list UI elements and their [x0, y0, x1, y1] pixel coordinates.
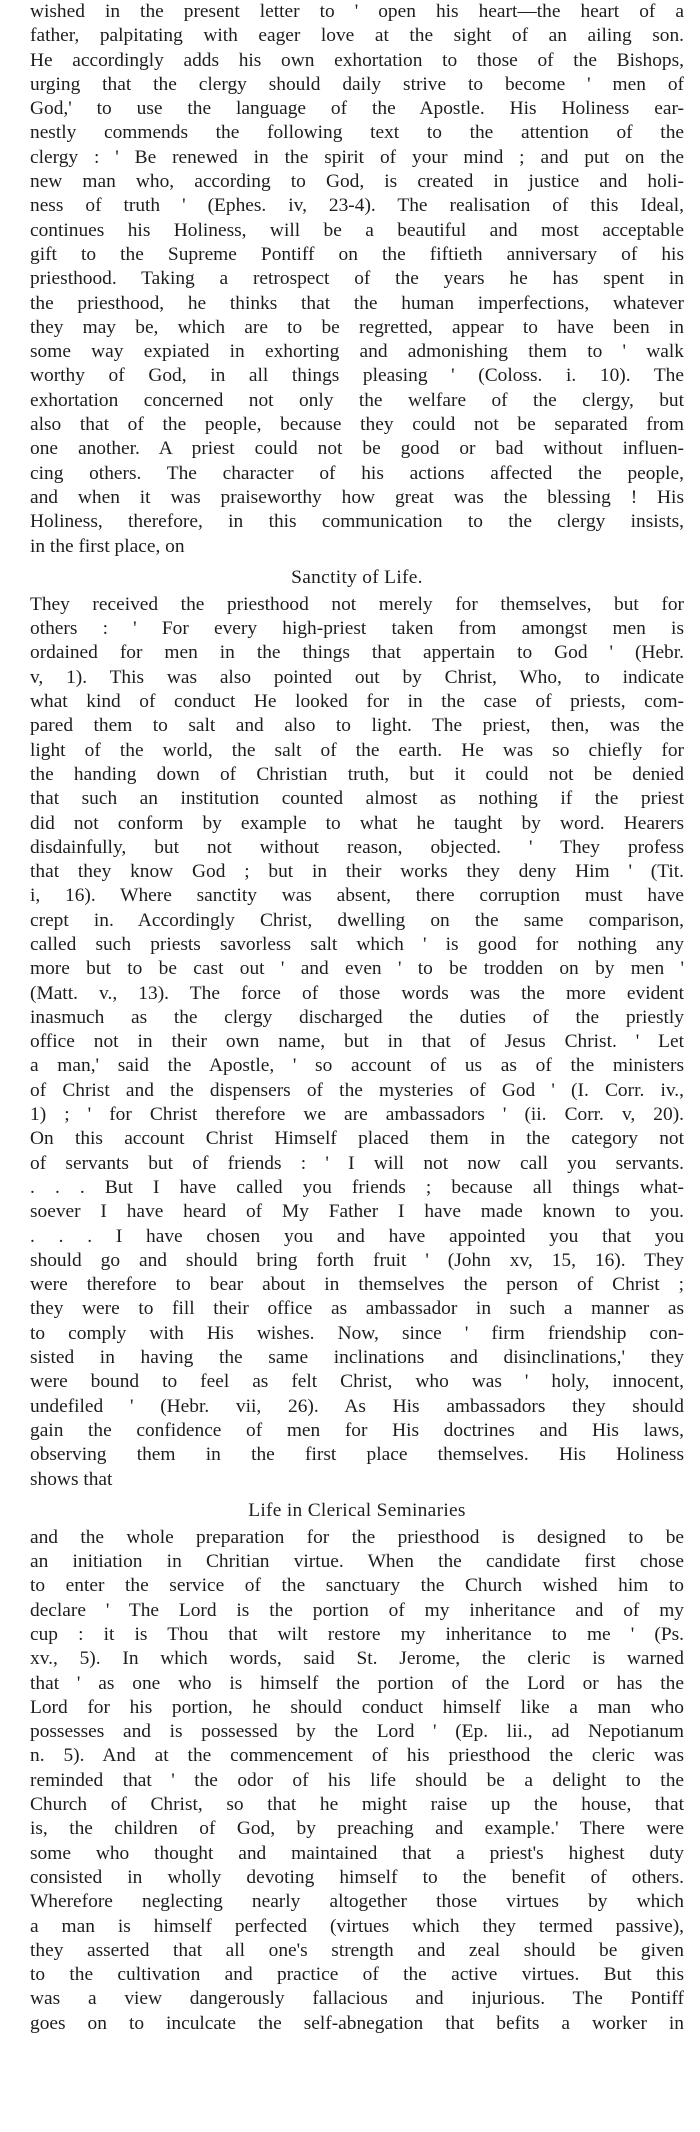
- text-line: was a view dangerously fallacious and injurious. The Pontiff: [30, 1988, 684, 2010]
- document-page: [30, 0, 684, 2036]
- text-line: should go and should bring forth fruit ' (John xv, 15, 16). They: [30, 1249, 684, 1271]
- text-line: of Christ and the dispensers of the mysteries of God ' (I. Corr. iv.,: [30, 1079, 684, 1101]
- text-line: to enter the service of the sanctuary the Church wished him to: [30, 1575, 684, 1597]
- text-line: exhortation concerned not only the welfare of the clergy, but: [30, 389, 684, 411]
- section-heading-sanctity: Sanctity of Life.: [291, 566, 423, 588]
- text-line: gain the confidence of men for His doctrines and His laws,: [30, 1419, 684, 1441]
- text-line: He accordingly adds his own exhortation to those of the Bishops,: [30, 49, 684, 71]
- text-line: the handing down of Christian truth, but it could not be denied: [30, 763, 684, 785]
- text-line: father, palpitating with eager love at the sight of an ailing son.: [30, 25, 684, 47]
- text-line: they asserted that all one's strength and zeal should be given: [30, 1939, 684, 1961]
- text-line: ness of truth ' (Ephes. iv, 23-4). The realisation of this Ideal,: [30, 195, 684, 217]
- text-line: to comply with His wishes. Now, since ' firm friendship con-: [30, 1322, 684, 1344]
- text-line: Lord for his portion, he should conduct himself like a man who: [30, 1696, 684, 1718]
- text-line: light of the world, the salt of the earth. He was so chiefly for: [30, 739, 684, 761]
- text-line: 1) ; ' for Christ therefore we are ambassadors ' (ii. Corr. v, 20).: [30, 1104, 684, 1126]
- text-line: soever I have heard of My Father I have made known to you.: [30, 1201, 684, 1223]
- text-line: wished in the present letter to ' open his heart—the heart of a: [30, 1, 684, 22]
- text-line: God,' to use the language of the Apostle. His Holiness ear-: [30, 98, 684, 120]
- text-line: goes on to inculcate the self-abnegation that befits a worker in: [30, 2012, 684, 2034]
- text-line: what kind of conduct He looked for in the case of priests, com-: [30, 691, 684, 713]
- text-line: Holiness, therefore, in this communication to the clergy insists,: [30, 511, 684, 533]
- text-line: and the whole preparation for the priesthood is designed to be: [30, 1526, 684, 1548]
- text-line: gift to the Supreme Pontiff on the fiftieth anniversary of his: [30, 243, 684, 265]
- text-line: declare ' The Lord is the portion of my inheritance and of my: [30, 1599, 684, 1621]
- text-line: the priesthood, he thinks that the human imperfections, whatever: [30, 292, 684, 314]
- text-line: inasmuch as the clergy discharged the duties of the priestly: [30, 1006, 684, 1028]
- text-line: observing them in the first place themselves. His Holiness: [30, 1444, 684, 1466]
- text-line: undefiled ' (Hebr. vii, 26). As His ambassadors they should: [30, 1395, 684, 1417]
- text-line: more but to be cast out ' and even ' to be trodden on by men ': [30, 958, 684, 980]
- paragraph-sanctity: [30, 593, 684, 1492]
- text-line: they may be, which are to be regretted, appear to have been in: [30, 316, 684, 338]
- text-line: On this account Christ Himself placed them in the category not: [30, 1128, 684, 1150]
- text-line: (Matt. v., 13). The force of those words was the more evident: [30, 982, 684, 1004]
- text-line: cing others. The character of his actions affected the people,: [30, 462, 684, 484]
- text-line: reminded that ' the odor of his life should be a delight to the: [30, 1769, 684, 1791]
- text-line: sisted in having the same inclinations and disinclinations,' they: [30, 1347, 684, 1369]
- text-line: to the cultivation and practice of the active virtues. But this: [30, 1964, 684, 1986]
- text-line: called such priests savorless salt which ' is good for nothing any: [30, 933, 684, 955]
- text-line: is, the children of God, by preaching and example.' There were: [30, 1818, 684, 1840]
- text-line: a man is himself perfected (virtues which they termed passive),: [30, 1915, 684, 1937]
- text-line: cup : it is Thou that wilt restore my inheritance to me ' (Ps.: [30, 1624, 684, 1645]
- text-line: were therefore to bear about in themselves the person of Christ ;: [30, 1274, 684, 1296]
- text-line: that such an institution counted almost as nothing if the priest: [30, 788, 684, 810]
- text-line: in the first place, on: [30, 535, 185, 557]
- text-line: xv., 5). In which words, said St. Jerome, the cleric is warned: [30, 1648, 684, 1670]
- text-line: that they know God ; but in their works they deny Him ' (Tit.: [30, 861, 684, 883]
- text-line: Church of Christ, so that he might raise up the house, that: [30, 1794, 684, 1816]
- text-line: continues his Holiness, will be a beautiful and most acceptable: [30, 219, 684, 241]
- text-line: of servants but of friends : ' I will not now call you servants.: [30, 1152, 684, 1174]
- text-line: v, 1). This was also pointed out by Christ, Who, to indicate: [30, 666, 684, 688]
- text-line: office not in their own name, but in that of Jesus Christ. ' Let: [30, 1031, 684, 1053]
- text-line: an initiation in Chritian virtue. When the candidate first chose: [30, 1551, 684, 1573]
- text-line: urging that the clergy should daily strive to become ' men of: [30, 73, 684, 95]
- text-line: worthy of God, in all things pleasing ' (Coloss. i. 10). The: [30, 365, 684, 387]
- text-line: . . . I have chosen you and have appointed you that you: [30, 1225, 684, 1247]
- text-line: disdainfully, but not without reason, objected. ' They profess: [30, 836, 684, 858]
- text-line: ordained for men in the things that appertain to God ' (Hebr.: [30, 642, 684, 664]
- text-line: were bound to feel as felt Christ, who was ' holy, innocent,: [30, 1371, 684, 1393]
- text-line: nestly commends the following text to the attention of the: [30, 122, 684, 144]
- text-line: they were to fill their office as ambassador in such a manner as: [30, 1298, 684, 1320]
- text-line: also that of the people, because they could not be separated from: [30, 414, 684, 436]
- text-line: clergy : ' Be renewed in the spirit of your mind ; and put on the: [30, 146, 684, 168]
- paragraph-seminaries: [30, 1526, 684, 2036]
- text-line: one another. A priest could not be good or bad without influen-: [30, 438, 684, 460]
- text-line: i, 16). Where sanctity was absent, there corruption must have: [30, 885, 684, 907]
- text-line: . . . But I have called you friends ; because all things what-: [30, 1176, 684, 1198]
- section-heading-seminaries: Life in Clerical Seminaries: [248, 1499, 466, 1521]
- text-line: Wherefore neglecting nearly altogether those virtues by which: [30, 1891, 684, 1913]
- text-line: some way expiated in exhorting and admonishing them to ' walk: [30, 341, 684, 363]
- text-line: priesthood. Taking a retrospect of the years he has spent in: [30, 268, 684, 290]
- text-line: crept in. Accordingly Christ, dwelling on the same comparison,: [30, 909, 684, 931]
- text-line: did not conform by example to what he taught by word. Hearers: [30, 812, 684, 834]
- text-line: a man,' said the Apostle, ' so account of us as of the ministers: [30, 1055, 684, 1077]
- text-line: They received the priesthood not merely for themselves, but for: [30, 593, 684, 615]
- text-line: pared them to salt and also to light. The priest, then, was the: [30, 715, 684, 737]
- paragraph-opening: [30, 0, 684, 559]
- text-line: and when it was praiseworthy how great was the blessing ! His: [30, 486, 684, 508]
- text-line: new man who, according to God, is created in justice and holi-: [30, 171, 684, 193]
- text-line: others : ' For every high-priest taken from amongst men is: [30, 618, 684, 640]
- text-line: n. 5). And at the commencement of his priesthood the cleric was: [30, 1745, 684, 1767]
- text-line: consisted in wholly devoting himself to the benefit of others.: [30, 1866, 684, 1888]
- text-line: some who thought and maintained that a priest's highest duty: [30, 1842, 684, 1864]
- text-line: shows that: [30, 1468, 113, 1490]
- text-line: possesses and is possessed by the Lord ' (Ep. lii., ad Nepotianum: [30, 1721, 684, 1743]
- text-line: that ' as one who is himself the portion of the Lord or has the: [30, 1672, 684, 1694]
